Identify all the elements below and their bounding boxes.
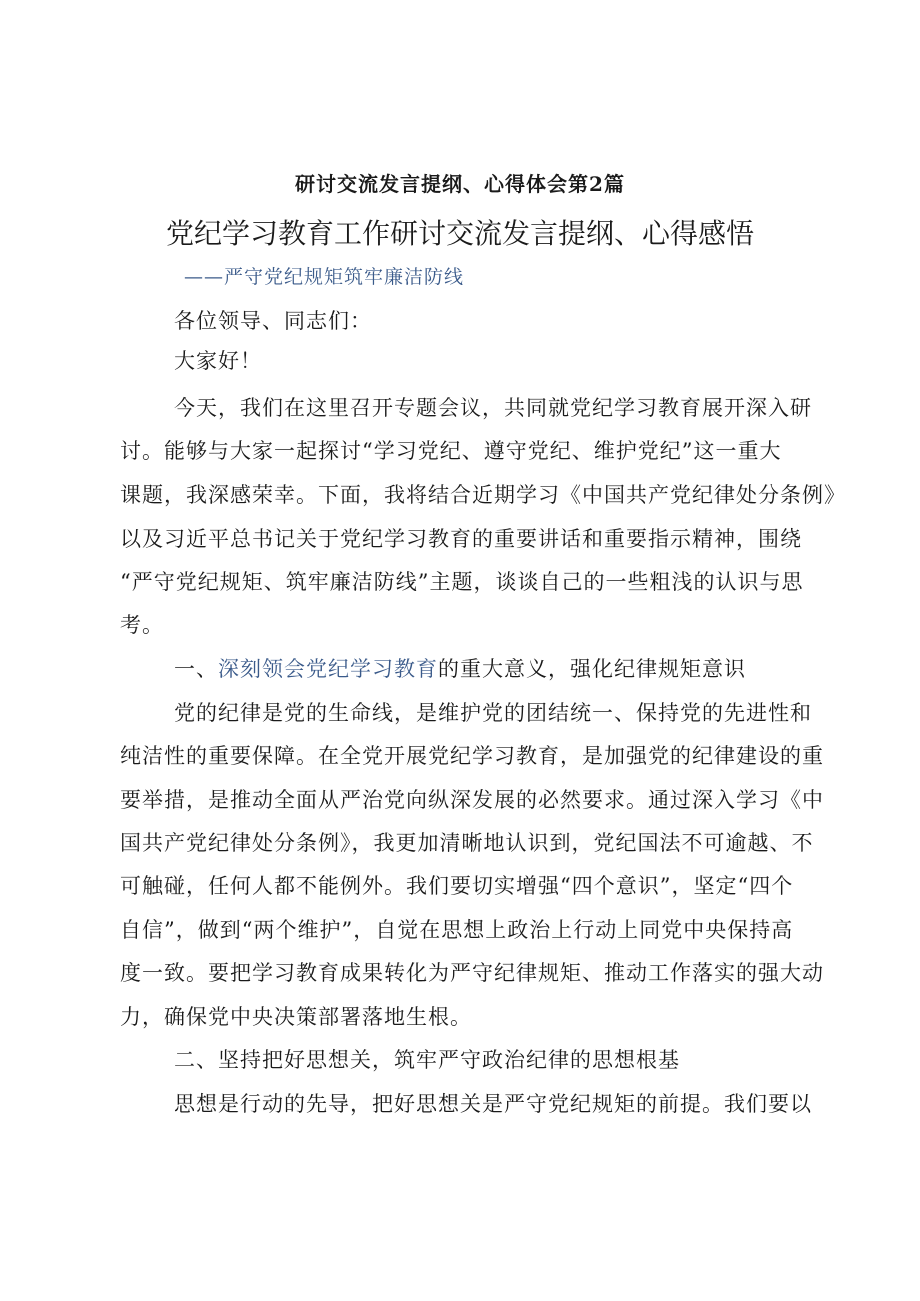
section-1-rest: 的重大意义，强化纪律规矩意识 <box>438 657 746 681</box>
section-1-line: 可触碰，任何人都不能例外。我们要切实增强“四个意识”，坚定“四个 <box>120 874 794 898</box>
section-1-highlight: 深刻领会党纪学习教育 <box>218 657 438 681</box>
salutation: 各位领导、同志们： <box>174 309 372 333</box>
section-1-line: 力，确保党中央决策部署落地生根。 <box>120 1005 472 1029</box>
section-1-line: 自信”，做到“两个维护”，自觉在思想上政治上行动上同党中央保持高 <box>120 918 794 942</box>
section-1-line: 要举措，是推动全面从严治党向纵深发展的必然要求。通过深入学习《中 <box>120 788 824 812</box>
section-2-line: 思想是行动的先导，把好思想关是严守党纪规矩的前提。我们要以 <box>174 1092 812 1116</box>
section-1-line: 度一致。要把学习教育成果转化为严守纪律规矩、推动工作落实的强大动 <box>120 961 824 985</box>
document-subtitle: ——严守党纪规矩筑牢廉洁防线 <box>184 266 465 288</box>
intro-line: 讨。能够与大家一起探讨“学习党纪、遵守党纪、维护党纪”这一重大 <box>120 439 782 463</box>
intro-line: 考。 <box>120 613 164 637</box>
intro-line: 今天，我们在这里召开专题会议，共同就党纪学习教育展开深入研 <box>174 396 812 420</box>
intro-line: 课题，我深感荣幸。下面，我将结合近期学习《中国共产党纪律处分条例》 <box>120 483 846 507</box>
greeting: 大家好！ <box>174 349 262 373</box>
document-supertitle: 研讨交流发言提纲、心得体会第2篇 <box>295 172 625 196</box>
document-title: 党纪学习教育工作研讨交流发言提纲、心得感悟 <box>165 217 754 250</box>
section-1-line: 党的纪律是党的生命线，是维护党的团结统一、保持党的先进性和 <box>174 701 812 725</box>
intro-line: 以及习近平总书记关于党纪学习教育的重要讲话和重要指示精神，围绕 <box>120 527 802 551</box>
intro-line: “严守党纪规矩、筑牢廉洁防线”主题，谈谈自己的一些粗浅的认识与思 <box>120 570 804 594</box>
section-1-heading <box>174 644 814 694</box>
section-1-prefix: 一、 <box>174 657 218 681</box>
section-2-heading: 二、坚持把好思想关，筑牢严守政治纪律的思想根基 <box>174 1048 680 1072</box>
section-1-line: 纯洁性的重要保障。在全党开展党纪学习教育，是加强党的纪律建设的重 <box>120 744 824 768</box>
section-1-line: 国共产党纪律处分条例》，我更加清晰地认识到，党纪国法不可逾越、不 <box>120 831 814 855</box>
